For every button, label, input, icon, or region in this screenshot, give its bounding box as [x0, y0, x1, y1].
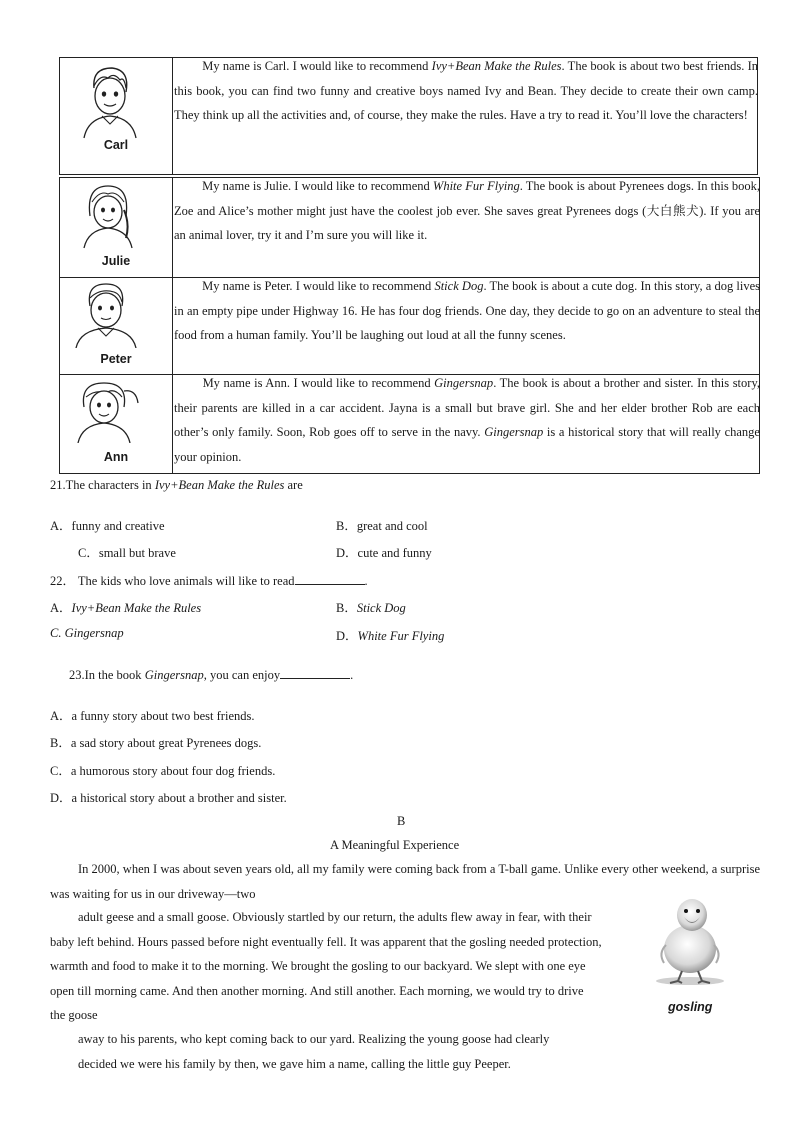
ann-text-3: is a historical story that will really change your opinion.	[174, 425, 760, 464]
row-julie	[59, 177, 760, 278]
section-title: A Meaningful Experience	[330, 838, 460, 852]
ann-portrait	[60, 375, 173, 473]
julie-name: Julie	[101, 254, 131, 268]
q23-stem-prefix: 23.In the book	[69, 668, 145, 682]
ann-text-2: . The book is about a brother and sister. In this story, their parents are killed in a car accident. Jayna is a small but brave girl. She and her elder brother Rob are each other’s only family. Soon, Rob goes off to serve in the navy.	[174, 376, 761, 439]
passage-text-1: In 2000, when I was about seven years old, all my family were coming back from a T-ball game. Unlike every other weekend, a surprise was waiting for us in our driveway—two	[50, 862, 760, 901]
carl-text-2: . The book is about two best friends. In this book, you can find two funny and creative boys named Ivy and Bean. They decide to create their own camp. They think up all the activities and, of course, they make the rules. Have a try to read it. You’ll love the characters!	[174, 59, 758, 122]
q22-b-title: Stick Dog	[356, 601, 406, 615]
row-ann	[59, 374, 760, 474]
peter-name: Peter	[100, 352, 132, 366]
passage-line-8: decided we were his family by then, we gave him a name, calling the little guy Peeper.	[78, 1057, 511, 1071]
girl-portrait-icon	[66, 377, 142, 443]
q23-option-c[interactable]: C．a humorous story about four dog friends.	[50, 764, 276, 778]
q23-period: .	[350, 668, 354, 682]
row-carl	[59, 57, 758, 175]
q21-stem	[50, 478, 303, 493]
passage-line-4: warmth and food to make it to the morning. We brought the gosling to our backyard. We slept with one eye	[50, 959, 586, 973]
julie-book-title: White Fur Flying	[432, 179, 520, 193]
q22-a-title: Ivy+Bean Make the Rules	[71, 601, 202, 615]
q21-option-c[interactable]: C．small but brave	[78, 546, 176, 560]
peter-portrait	[60, 278, 173, 374]
q23-stem-title: Gingersnap	[144, 668, 204, 682]
section-letter: B	[397, 814, 406, 828]
ann-book-title-2: Gingersnap	[484, 425, 544, 439]
peter-text-1: My name is Peter. I would like to recommend	[202, 279, 435, 293]
carl-text-1: My name is Carl. I would like to recommend	[202, 59, 432, 73]
carl-portrait	[60, 58, 173, 174]
q22-option-b[interactable]	[336, 598, 406, 616]
q22-stem	[50, 571, 368, 589]
q23-stem-suffix: , you can enjoy	[203, 668, 281, 682]
ann-book-title: Gingersnap	[434, 376, 494, 390]
julie-text	[174, 174, 760, 248]
passage-line-3: baby left behind. Hours passed before night eventually fell. It was apparent that the gosling needed protection,	[50, 935, 602, 949]
q21-option-a[interactable]: A．funny and creative	[50, 519, 165, 533]
q23-stem	[69, 666, 353, 683]
peter-text	[174, 274, 760, 348]
girl-portrait-icon	[76, 180, 140, 250]
q22-b-prefix: B．	[336, 601, 357, 615]
q23-option-d[interactable]: D．a historical story about a brother and sister.	[50, 791, 287, 805]
q22-period: .	[364, 574, 368, 588]
boy-portrait-icon	[70, 278, 140, 348]
passage-line-2: adult geese and a small goose. Obviously startled by our return, the adults flew away in fear, with their	[78, 910, 592, 924]
passage-line-6: the goose	[50, 1008, 98, 1022]
q23-option-b[interactable]: B．a sad story about great Pyrenees dogs.	[50, 736, 262, 750]
q21-stem-suffix: are	[284, 478, 303, 492]
q23-option-a[interactable]: A．a funny story about two best friends.	[50, 709, 255, 723]
ann-text	[174, 371, 760, 469]
q21-option-b[interactable]: B．great and cool	[336, 519, 428, 533]
passage-line-7: away to his parents, who kept coming back to our yard. Realizing the young goose had clearly	[78, 1032, 550, 1046]
ann-name: Ann	[103, 450, 129, 464]
row-peter	[59, 277, 760, 375]
boy-portrait-icon	[74, 62, 144, 140]
peter-text-2: . The book is about a cute dog. In this story, a dog lives in an empty pipe under Highway 16. He has four dog friends. One day, they decide to go on an adventure to steal the food from a human family. You’ll be laughing out loud at all the funny scenes.	[174, 279, 760, 342]
peter-book-title: Stick Dog	[434, 279, 484, 293]
q22-answer-blank[interactable]	[295, 572, 365, 585]
q22-option-d[interactable]	[336, 626, 444, 644]
gosling-image	[642, 891, 734, 987]
carl-text	[174, 54, 758, 128]
passage-line-5: open till morning came. And then another morning. And still another. Each morning, we would try to drive	[50, 984, 584, 998]
q22-a-prefix: A．	[50, 601, 72, 615]
q22-option-a[interactable]	[50, 598, 201, 616]
q22-stem-text: 22． The kids who love animals will like to read	[50, 574, 295, 588]
ann-text-1: My name is Ann. I would like to recommend	[202, 376, 435, 390]
q21-stem-prefix: 21.The characters in	[50, 478, 155, 492]
q22-option-c[interactable]	[50, 626, 124, 641]
q22-d-title: White Fur Flying	[357, 629, 445, 643]
gosling-caption: gosling	[668, 1000, 713, 1014]
q21-stem-title: Ivy+Bean Make the Rules	[154, 478, 285, 492]
q23-answer-blank[interactable]	[280, 666, 350, 679]
q22-c-text: C. Gingersnap	[50, 626, 124, 640]
q22-d-prefix: D．	[336, 629, 358, 643]
q21-option-d[interactable]: D．cute and funny	[336, 546, 432, 560]
julie-text-1: My name is Julie. I would like to recommend	[202, 179, 433, 193]
julie-portrait	[60, 178, 173, 277]
julie-text-2: . The book is about Pyrenees dogs. In this book, Zoe and Alice’s mother might just have the coolest job ever. She saves great Pyrenees dogs (大白熊犬). If you are an animal lover, try it and I’m sure you will like it.	[174, 179, 761, 242]
carl-name: Carl	[103, 138, 129, 152]
carl-book-title: Ivy+Bean Make the Rules	[431, 59, 562, 73]
